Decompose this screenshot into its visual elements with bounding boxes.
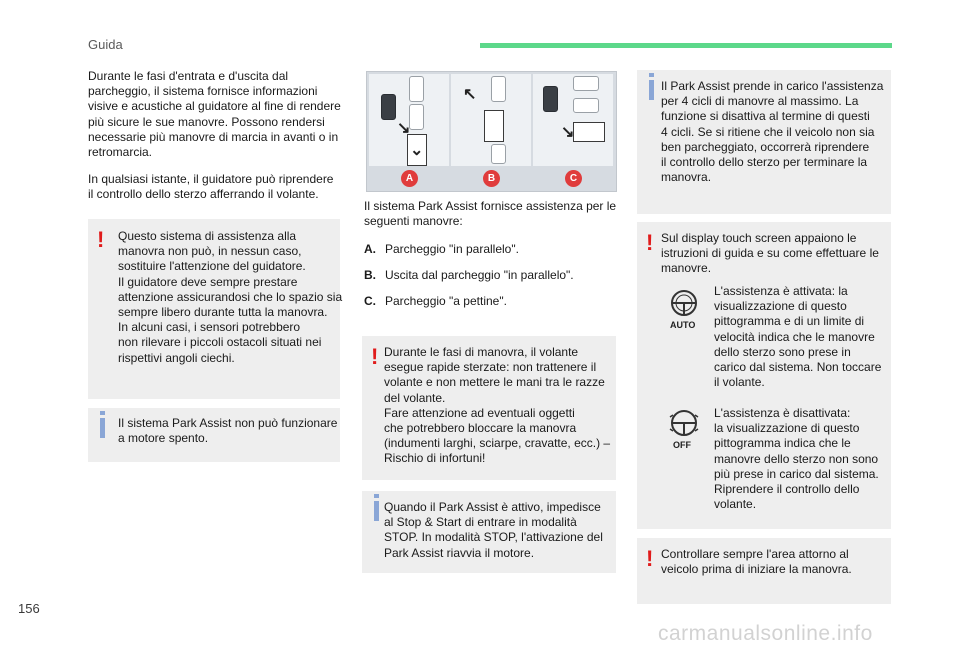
text-line: parcheggio, il sistema fornisce informazioni	[88, 84, 318, 99]
text-line: rispettivi angoli ciechi.	[118, 350, 235, 365]
warning-icon: !	[646, 230, 654, 255]
warning-text-3	[661, 231, 879, 277]
warning-box-2	[362, 336, 616, 480]
parking-maneuvers-illustration	[366, 71, 617, 192]
info-icon	[649, 80, 654, 100]
text-line: manovra non può, in nessun caso,	[118, 244, 302, 259]
text-line: al Stop & Start di entrare in modalità	[384, 515, 577, 530]
text-line: per 4 cicli di manovre al massimo. La	[661, 94, 859, 109]
text-line: manovra.	[661, 170, 712, 185]
warning-text-4	[661, 547, 852, 577]
text-line: velocità indica che le manovre	[714, 329, 875, 344]
text-line: (indumenti larghi, sciarpe, cravatte, ecc.) –	[384, 436, 611, 451]
auto-description	[714, 284, 881, 390]
text-line: Quando il Park Assist è attivo, impedisce	[384, 500, 601, 514]
warning-box-1	[88, 219, 343, 399]
text-line: pittogramma e di un limite di	[714, 314, 865, 329]
maneuvers-intro	[364, 199, 624, 229]
text-line: il controllo dello sterzo per terminare la	[661, 155, 868, 170]
text-line: In alcuni casi, i sensori potrebbero	[118, 320, 301, 335]
text-line: Questo sistema di assistenza alla	[118, 229, 297, 243]
warning-icon: !	[646, 546, 654, 571]
text-line: manovre dello sterzo non sono	[714, 451, 879, 466]
text-line: STOP. In modalità STOP, l'attivazione del	[384, 530, 603, 545]
text-line: L'assistenza è attivata: la	[714, 284, 848, 298]
text-line: Durante le fasi di manovra, il volante	[384, 345, 579, 359]
warning-icon: !	[97, 227, 105, 252]
off-label: OFF	[673, 440, 691, 450]
text-line: sostituire l'attenzione del guidatore.	[118, 259, 306, 274]
text-line: Park Assist riavvia il motore.	[384, 545, 535, 560]
info-icon	[374, 501, 379, 521]
text-line: a motore spento.	[118, 431, 209, 446]
text-line: manovre.	[661, 261, 712, 276]
text-line: necessarie più manovre di marcia in avanti o in	[88, 129, 339, 144]
page-number: 156	[18, 601, 40, 616]
text-line: istruzioni di guida e su come effettuare le	[661, 246, 879, 261]
info-icon	[100, 418, 105, 438]
text-line: volante.	[714, 497, 757, 512]
text-line: volante e non mettere le mani tra le razze	[384, 375, 605, 390]
info-box-3	[637, 70, 891, 214]
text-line: Rischio di infortuni!	[384, 451, 486, 466]
text-line: il controllo dello sterzo afferrando il volante.	[88, 187, 319, 202]
takeover-paragraph	[88, 172, 348, 202]
info-text-1	[118, 416, 337, 446]
text-line: Controllare sempre l'area attorno al	[661, 547, 849, 561]
warning-box-3	[637, 222, 891, 529]
info-text-2	[384, 500, 603, 561]
info-box-2	[362, 491, 616, 573]
intro-paragraph	[88, 69, 348, 160]
text-line: il volante.	[714, 375, 765, 390]
text-line: funzione si disattiva al termine di questi	[661, 109, 870, 124]
text-line: Il sistema Park Assist non può funzionare	[118, 416, 338, 430]
text-line: del volante.	[384, 390, 446, 405]
text-line: Durante le fasi d'entrata e d'uscita dal	[88, 69, 289, 83]
warning-icon: !	[371, 344, 379, 369]
text-line: non rilevare i piccoli ostacoli situati nei	[118, 335, 322, 350]
auto-label: AUTO	[670, 320, 696, 330]
panel-a: ↘ ⌄	[369, 74, 449, 166]
info-text-3	[661, 79, 883, 185]
text-line: dello sterzo sono prese in	[714, 344, 851, 359]
label-a-badge: A	[401, 170, 418, 187]
text-line: sempre libero durante tutta la manovra.	[118, 305, 328, 320]
info-box-1	[88, 408, 340, 462]
text-line: Fare attenzione ad eventuali oggetti	[384, 405, 575, 420]
steering-wheel-off-icon	[669, 408, 699, 438]
panel-b: ↖	[451, 74, 531, 166]
text-line: visualizzazione di questo	[714, 299, 847, 314]
text-line: visive e acustiche al guidatore al fine di rendere	[88, 99, 341, 114]
section-bar	[480, 43, 892, 48]
off-description	[714, 406, 879, 512]
warning-text-2	[384, 345, 610, 467]
text-line: più sicure le sue manovre. Possono rendersi	[88, 114, 325, 129]
text-line: ben parcheggiato, occorrerà riprendere	[661, 139, 870, 154]
label-b-badge: B	[483, 170, 500, 187]
text-line: Riprendere il controllo dello	[714, 482, 860, 497]
text-line: Il guidatore deve sempre prestare	[118, 274, 298, 289]
text-line: 4 cicli. Se si ritiene che il veicolo non sia	[661, 124, 875, 139]
warning-text-1	[118, 229, 342, 366]
steering-wheel-icon	[669, 288, 699, 318]
text-line: Sul display touch screen appaiono le	[661, 231, 857, 245]
text-line: Il Park Assist prende in carico l'assistenza	[661, 79, 884, 93]
text-line: la visualizzazione di questo	[714, 421, 860, 436]
text-line: più prese in carico dal sistema.	[714, 466, 879, 481]
text-line: veicolo prima di iniziare la manovra.	[661, 562, 852, 577]
text-line: pittogramma indica che le	[714, 436, 851, 451]
section-label: Guida	[88, 37, 123, 52]
text-line: Il sistema Park Assist fornisce assistenza per le	[364, 199, 617, 213]
panel-c: ↘	[533, 74, 613, 166]
text-line: esegue rapide sterzate: non trattenere il	[384, 360, 597, 375]
text-line: In qualsiasi istante, il guidatore può riprendere	[88, 172, 334, 186]
text-line: attenzione assicurandosi che lo spazio sia	[118, 289, 343, 304]
text-line: L'assistenza è disattivata:	[714, 406, 851, 420]
text-line: che potrebbero bloccare la manovra	[384, 421, 577, 436]
label-c-badge: C	[565, 170, 582, 187]
text-line: retromarcia.	[88, 145, 153, 160]
text-line: seguenti manovre:	[364, 214, 463, 229]
text-line: carico dal sistema. Non toccare	[714, 360, 882, 375]
warning-box-4	[637, 538, 891, 604]
watermark: carmanualsonline.info	[658, 622, 873, 645]
